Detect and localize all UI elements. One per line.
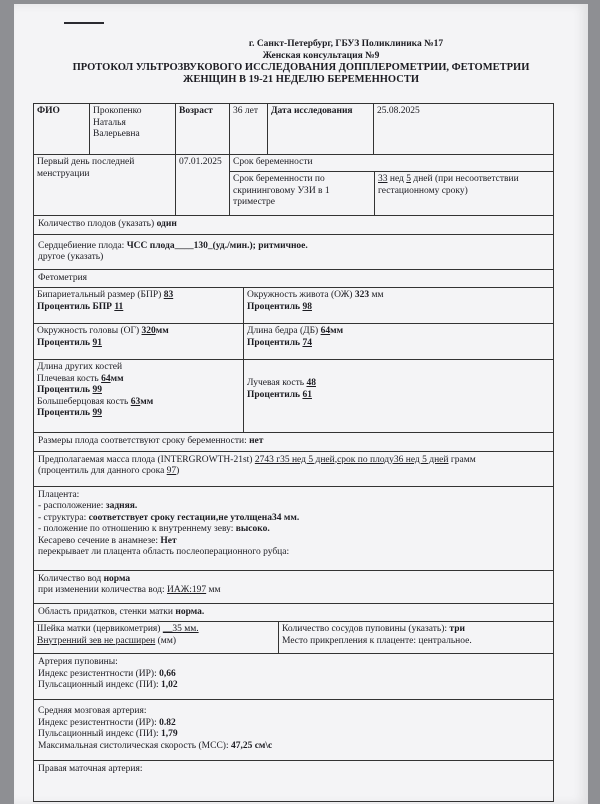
mca-row — [34, 699, 553, 760]
humerus-pct: 99 — [92, 385, 102, 395]
bpd-pct-label: Процентиль БПР — [37, 301, 112, 312]
lmp-label-cell — [34, 155, 175, 215]
screening-weeks-unit: нед — [389, 174, 404, 184]
weight-pct-label: (процентиль для данного срока — [38, 466, 165, 476]
screening-days: 5 — [406, 174, 412, 184]
ac-unit: мм — [371, 290, 384, 300]
vessels-label: Количество сосудов пуповины (указать): — [282, 624, 448, 634]
size-match-label: Размеры плода соответствуют сроку беременности: — [38, 436, 247, 446]
cervix-label: Шейка матки (цервикометрия) — [37, 624, 161, 634]
scar-label: перекрывает ли плацента область послеоперационного рубца: — [38, 547, 290, 557]
tibia-unit: мм — [140, 396, 154, 407]
vessels-value: три — [449, 624, 465, 634]
mca-cell — [34, 700, 553, 760]
os-unit: (мм) — [157, 635, 176, 646]
placenta-pos-label: - положение по отношению к внутреннему зеву: — [38, 524, 234, 534]
radius-pct: 61 — [302, 389, 312, 400]
heart-other: другое (указать) — [38, 252, 104, 262]
fluid-row — [34, 570, 553, 603]
fl-unit: мм — [330, 326, 344, 336]
umbilical-ri-label: Индекс резистентности (ИР): — [38, 668, 157, 679]
fetus-count-cell — [34, 216, 553, 234]
hc-pct-label: Процентиль — [37, 337, 91, 348]
umbilical-cell — [34, 654, 553, 699]
bpd-value: 83 — [163, 290, 174, 300]
hc-label: Окружность головы (ОГ) — [37, 326, 140, 336]
fetometry-title-cell — [34, 270, 553, 288]
cervix-value: __35 мм. — [162, 624, 199, 634]
ac-cell — [243, 288, 553, 323]
tibia-value: 63 — [130, 396, 141, 407]
heart-value: ЧСС плода____130_(уд./мин.); ритмичное. — [126, 240, 308, 251]
radius-label: Лучевая кость — [247, 378, 305, 388]
os-text: Внутренний зев не расширен — [37, 635, 156, 646]
placenta-pos-value: высоко. — [235, 524, 270, 534]
bones-cell — [34, 360, 243, 432]
weight-pct-close: ) — [176, 466, 180, 476]
fl-cell — [243, 324, 553, 359]
ga-label: Срок беременности — [233, 157, 313, 167]
protocol-title-line1: ПРОТОКОЛ УЛЬТРОЗВУКОВОГО ИССЛЕДОВАНИЯ ДОППЛЕРОМЕТРИИ, ФЕТОМЕТРИИ — [72, 62, 530, 73]
protocol-form — [33, 103, 554, 802]
uterine-right-cell — [34, 761, 553, 801]
fetometry-title: Фетометрия — [38, 272, 88, 283]
date-value: 25.08.2025 — [377, 106, 420, 116]
fluid-unit: мм — [208, 585, 221, 595]
placenta-row — [34, 486, 553, 570]
placenta-loc-value: задняя. — [105, 501, 138, 511]
fl-value: 64 — [320, 326, 331, 336]
uterine-right-row — [34, 760, 553, 801]
fluid-change-label: при изменении количества вод: — [38, 585, 165, 595]
uterine-right-title: Правая маточная артерия: — [38, 764, 143, 774]
lmp-value: 07.01.2025 — [179, 157, 222, 167]
weight-pct: 97 — [166, 466, 177, 476]
size-match-row — [34, 432, 553, 451]
age-label: Возраст — [179, 106, 213, 116]
lmp-row — [34, 154, 553, 215]
date-label-cell — [267, 104, 373, 154]
placenta-loc-label: - расположение: — [38, 501, 104, 511]
humerus-pct-label: Процентиль — [37, 385, 91, 395]
bpd-pct: 11 — [114, 301, 124, 312]
fio-label: ФИО — [37, 106, 60, 116]
date-value-cell — [373, 104, 553, 154]
placenta-struct-value: соответствует сроку гестации,не утолщена34 мм. — [88, 512, 300, 523]
insertion-label: Место прикрепления к плаценте: — [282, 635, 417, 646]
placenta-title: Плацента: — [38, 489, 80, 500]
tibia-label: Большеберцовая кость — [37, 396, 129, 407]
weight-row — [34, 451, 553, 486]
fl-label: Длина бедра (ДБ) — [247, 326, 319, 336]
umbilical-title: Артерия пуповины: — [38, 657, 118, 667]
mca-pi-value: 1,79 — [161, 729, 178, 739]
lmp-value-cell — [175, 155, 229, 215]
clinic-city-line: г. Санкт-Петербург, ГБУЗ Поликлиника №17 — [248, 39, 444, 49]
umbilical-pi-label: Пульсационный индекс (ПИ): — [38, 680, 159, 690]
weight-unit: грамм — [450, 454, 476, 465]
adnexa-value: норма. — [175, 606, 205, 617]
mca-pi-label: Пульсационный индекс (ПИ): — [38, 729, 159, 739]
mca-psv-value: 47,25 см\с — [230, 740, 273, 751]
adnexa-row — [34, 603, 553, 622]
ac-label: Окружность живота (ОЖ) — [247, 290, 353, 300]
fio-patronymic: Валерьевна — [93, 129, 140, 139]
weight-label: Предполагаемая масса плода (INTERGROWTH-21st) — [38, 454, 253, 465]
document-header — [14, 38, 588, 86]
radius-value: 48 — [306, 378, 316, 388]
screening-label-cell — [230, 172, 374, 215]
fluid-value: норма — [103, 573, 131, 584]
fluid-label: Количество вод — [38, 573, 102, 584]
protocol-title-line2: ЖЕНЩИН В 19-21 НЕДЕЛЮ БЕРЕМЕННОСТИ — [183, 74, 419, 85]
placenta-cell — [34, 487, 553, 570]
mca-ri-label: Индекс резистентности (ИР): — [38, 717, 157, 728]
screening-label-l2: скрининговому УЗИ в 1 — [233, 185, 330, 196]
heart-label: Сердцебиение плода: — [38, 240, 125, 251]
hc-value: 320 — [141, 326, 156, 336]
fetus-count-label: Количество плодов (указать) — [38, 219, 155, 229]
fl-pct: 74 — [302, 337, 312, 348]
radius-cell — [243, 360, 553, 432]
date-label: Дата исследования — [271, 106, 353, 116]
screening-row — [230, 171, 553, 215]
bones-title: Длина других костей — [37, 362, 123, 372]
screening-label-l1: Срок беременности по — [233, 174, 325, 184]
cervix-cell — [34, 622, 278, 653]
bpd-cell — [34, 288, 243, 323]
screening-weeks: 33 — [378, 174, 388, 184]
age-value-cell — [229, 104, 267, 154]
hc-unit: мм — [155, 326, 169, 336]
umbilical-row — [34, 653, 553, 699]
humerus-value: 64 — [101, 373, 111, 384]
adnexa-cell — [34, 604, 553, 622]
placenta-struct-label: - структура: — [38, 512, 87, 523]
pen-mark — [64, 22, 104, 24]
cervix-row — [34, 621, 553, 653]
humerus-label: Плечевая кость — [37, 373, 99, 384]
heart-row — [34, 234, 553, 269]
fetus-count-row — [34, 215, 553, 234]
umbilical-pi-value: 1,02 — [161, 680, 178, 690]
age-value: 36 лет — [233, 106, 258, 116]
cs-label: Кесарево сечение в анамнезе: — [38, 535, 158, 546]
bpd-ac-row — [34, 287, 553, 323]
size-match-value: нет — [249, 436, 264, 446]
fio-label-cell — [34, 104, 89, 154]
fio-value-cell — [89, 104, 175, 154]
mca-psv-label: Максимальная систолическая скорость (МСС): — [38, 740, 229, 751]
weight-cell — [34, 452, 553, 486]
radius-pct-label: Процентиль — [247, 389, 301, 400]
adnexa-label: Область придатков, стенки матки — [38, 606, 173, 617]
screening-rest1: дней (при несоответствии — [413, 174, 519, 184]
mca-title: Средняя мозговая артерия: — [38, 706, 147, 716]
lmp-label-l2: менструации — [37, 168, 90, 179]
fio-surname: Прокопенко — [93, 106, 142, 116]
iaj-value: ИАЖ:197 — [167, 585, 207, 595]
vessels-cell — [278, 622, 553, 653]
tibia-pct: 99 — [92, 408, 102, 418]
patient-row — [34, 104, 553, 154]
fetus-count-value: один — [156, 219, 177, 229]
ga-block — [229, 155, 553, 215]
tibia-pct-label: Процентиль — [37, 408, 91, 418]
fio-name: Наталья — [93, 117, 126, 128]
screening-rest2: гестационному сроку) — [378, 185, 468, 196]
lmp-label-l1: Первый день последней — [37, 157, 135, 167]
mca-ri-value: 0.82 — [159, 717, 176, 728]
fetometry-title-row — [34, 269, 553, 288]
size-match-cell — [34, 433, 553, 451]
insertion-value: центральное. — [418, 635, 472, 646]
heart-cell — [34, 235, 553, 269]
bones-row — [34, 359, 553, 432]
screening-value-cell — [374, 172, 553, 215]
umbilical-ri-value: 0,66 — [159, 668, 176, 679]
bpd-label: Бипариетальный размер (БПР) — [37, 290, 162, 300]
ga-label-cell — [230, 155, 553, 171]
ac-value: 323 — [354, 290, 370, 300]
weight-value: 2743 г35 нед 5 дней,срок по плоду36 нед 5 дней — [254, 454, 449, 465]
humerus-unit: мм — [110, 373, 124, 384]
ac-pct-label: Процентиль — [247, 301, 301, 312]
ac-pct: 98 — [302, 301, 312, 312]
fluid-cell — [34, 571, 553, 603]
screening-label-l3: триместре — [233, 197, 276, 207]
clinic-dept-line: Женская консультация №9 — [262, 51, 380, 61]
fl-pct-label: Процентиль — [247, 337, 301, 348]
hc-pct: 91 — [92, 337, 102, 348]
cs-value: Нет — [160, 535, 177, 546]
age-label-cell — [175, 104, 229, 154]
hc-cell — [34, 324, 243, 359]
hc-fl-row — [34, 323, 553, 359]
